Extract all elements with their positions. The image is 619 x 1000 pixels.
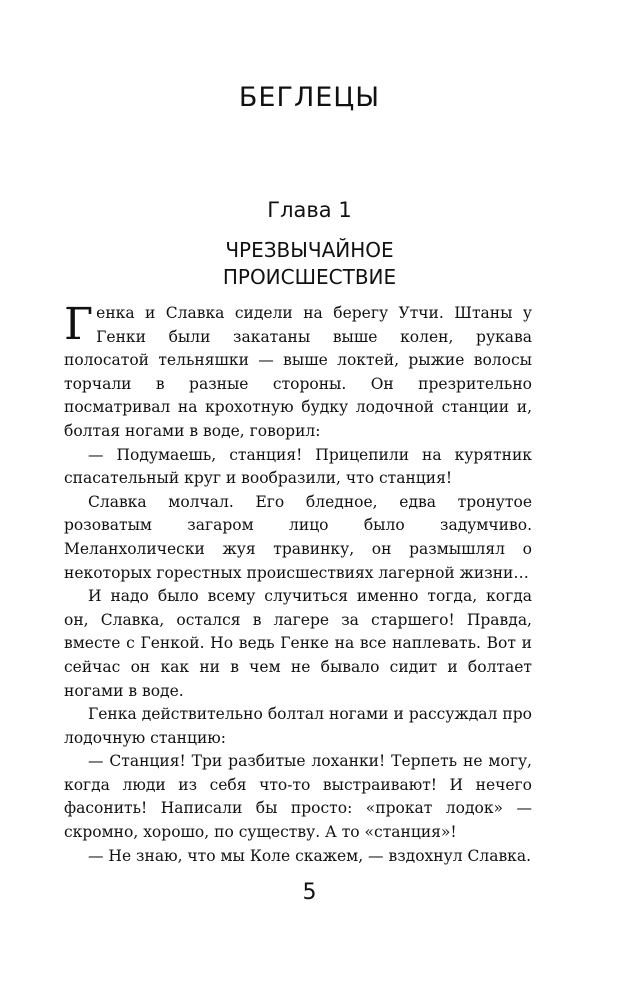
paragraph: Славка молчал. Его бледное, едва тронутое розоватым загаром лицо было задумчиво. Меланхолически жуя травинку, он размышлял о некоторых горестных происшествиях лагерной жизни… xyxy=(64,492,532,582)
paragraph: — Подумаешь, станция! Прицепили на курятник спасательный круг и вообразили, что станция! xyxy=(64,445,532,488)
book-title: БЕГЛЕЦЫ xyxy=(238,82,381,113)
paragraph xyxy=(64,299,532,444)
drop-cap: Г xyxy=(64,299,94,350)
paragraph: — Станция! Три разбитые лоханки! Терпеть не могу, когда люди из себя что-то выстраивают! И нечего фасонить! Написали бы просто: «прокат лодок» — скромно, хорошо, по существу. А то «станция»! xyxy=(64,752,532,842)
chapter-title-line-2: ПРОИСШЕСТВИЕ xyxy=(222,265,397,289)
chapter-title xyxy=(0,237,619,291)
paragraph-text: енка и Славка сидели на берегу Утчи. Штаны у Генки были закатаны выше колен, рукава полосатой тельняшки — выше локтей, рыжие волосы торчали в разные стороны. Он презрительно посматривал на крохотную будку лодочной станции и, болтая ногами в воде, говорил: xyxy=(64,304,532,440)
page-number: 5 xyxy=(302,880,317,905)
paragraph: — Не знаю, что мы Коле скажем, — вздохнул Славка. xyxy=(88,846,532,865)
chapter-label: Глава 1 xyxy=(267,198,352,222)
paragraph: Генка действительно болтал ногами и рассуждал про лодочную станцию: xyxy=(64,705,532,747)
chapter-title-line-1: ЧРЕЗВЫЧАЙНОЕ xyxy=(225,238,394,262)
paragraph: И надо было всему случиться именно тогда, когда он, Славка, остался в лагере за старшего! Правда, вместе с Генкой. Но ведь Генке на все наплевать. Вот и сейчас он как ни в чем не бывало сидит и болтает ногами в воде. xyxy=(64,587,532,700)
body-text xyxy=(64,299,532,868)
